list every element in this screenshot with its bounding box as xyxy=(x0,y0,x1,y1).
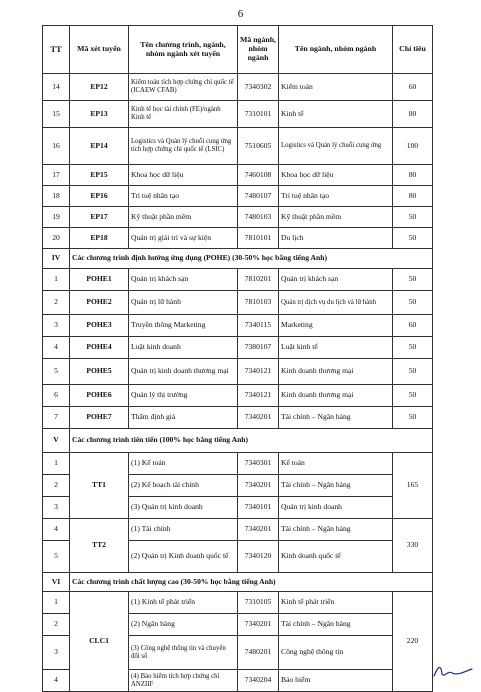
row-major-code: 7340120 xyxy=(238,541,279,573)
row-tt: 4 xyxy=(43,519,70,541)
row-major-code: 7340301 xyxy=(238,453,279,475)
group-quota: 330 xyxy=(393,519,433,573)
row-program: Quản lý thị trường xyxy=(129,385,238,407)
row-quota: 50 xyxy=(393,291,433,315)
row-major-code: 7810201 xyxy=(238,269,279,291)
row-code: POHE7 xyxy=(70,407,129,429)
table-row xyxy=(43,291,433,315)
row-program: (2) Quản trị Kinh doanh quốc tế xyxy=(129,541,238,573)
row-program: Quản trị kinh doanh thương mại xyxy=(129,359,238,385)
row-quota: 50 xyxy=(393,337,433,359)
row-tt: 1 xyxy=(43,592,70,614)
row-major-code: 7340204 xyxy=(238,670,279,692)
header-tt: TT xyxy=(43,26,70,74)
row-major: Kinh doanh quốc tế xyxy=(279,541,393,573)
row-quota: 50 xyxy=(393,359,433,385)
row-major: Quản trị kinh doanh xyxy=(279,497,393,519)
row-code: EP16 xyxy=(70,186,129,207)
section-number: VI xyxy=(43,573,70,592)
table-row xyxy=(43,519,433,541)
row-quota: 80 xyxy=(393,101,433,128)
row-quota: 50 xyxy=(393,385,433,407)
row-program: Truyền thông Marketing xyxy=(129,315,238,337)
page-number: 6 xyxy=(237,8,244,20)
row-program: Trí tuệ nhân tạo xyxy=(129,186,238,207)
row-tt: 5 xyxy=(43,359,70,385)
row-major-code: 7340302 xyxy=(238,74,279,101)
row-major-code: 7340115 xyxy=(238,315,279,337)
group-code: CLC1 xyxy=(70,592,129,692)
row-tt: 16 xyxy=(43,128,70,165)
row-program: Thẩm định giá xyxy=(129,407,238,429)
section-row xyxy=(43,573,433,592)
row-major-code: 7310101 xyxy=(238,101,279,128)
row-tt: 19 xyxy=(43,207,70,228)
row-tt: 1 xyxy=(43,453,70,475)
row-major: Tài chính – Ngân hàng xyxy=(279,475,393,497)
row-code: EP14 xyxy=(70,128,129,165)
row-major-code: 7340101 xyxy=(238,497,279,519)
table-row xyxy=(43,128,433,165)
row-major: Tài chính – Ngân hàng xyxy=(279,519,393,541)
row-quota: 50 xyxy=(393,269,433,291)
table-row xyxy=(43,407,433,429)
row-major: Marketing xyxy=(279,315,393,337)
row-code: EP18 xyxy=(70,228,129,249)
row-code: EP17 xyxy=(70,207,129,228)
row-program-suffix: (ICAEW CFAB) xyxy=(131,87,177,94)
table-row xyxy=(43,592,433,614)
table-row xyxy=(43,228,433,249)
row-major-code: 7340201 xyxy=(238,614,279,636)
row-program-text: Kiểm toán tích hợp chứng chỉ quốc tế xyxy=(131,79,234,87)
row-code: POHE5 xyxy=(70,359,129,385)
row-major-code: 7810101 xyxy=(238,228,279,249)
section-number: IV xyxy=(43,249,70,269)
row-code: EP13 xyxy=(70,101,129,128)
group-quota: 220 xyxy=(393,592,433,692)
section-row xyxy=(43,249,433,269)
row-quota: 50 xyxy=(393,207,433,228)
table-row xyxy=(43,269,433,291)
row-program: Kỹ thuật phần mềm xyxy=(129,207,238,228)
section-title: Các chương trình tiên tiến (100% học bằng tiếng Anh) xyxy=(70,429,433,453)
row-code: POHE2 xyxy=(70,291,129,315)
row-tt: 20 xyxy=(43,228,70,249)
row-quota: 60 xyxy=(393,74,433,101)
row-tt: 15 xyxy=(43,101,70,128)
table-row xyxy=(43,74,433,101)
row-major: Kinh tế xyxy=(279,101,393,128)
row-program: (1) Tài chính xyxy=(129,519,238,541)
row-tt: 4 xyxy=(43,337,70,359)
row-major-code: 7510605 xyxy=(238,128,279,165)
row-major: Kinh doanh thương mại xyxy=(279,359,393,385)
row-major: Quản trị khách sạn xyxy=(279,269,393,291)
row-program: Quản trị khách sạn xyxy=(129,269,238,291)
row-major-code: 7460108 xyxy=(238,165,279,186)
row-program: (3) Công nghệ thông tin và chuyển đổi số xyxy=(129,636,238,670)
row-major: Kiểm toán xyxy=(279,74,393,101)
row-major: Kỹ thuật phần mềm xyxy=(279,207,393,228)
admission-table xyxy=(42,25,433,692)
row-major-code: 7340201 xyxy=(238,407,279,429)
header-chi-tieu: Chỉ tiêu xyxy=(393,26,433,74)
row-tt: 5 xyxy=(43,541,70,573)
row-program: (3) Quản trị kinh doanh xyxy=(129,497,238,519)
row-program: Khoa học dữ liệu xyxy=(129,165,238,186)
row-quota: 80 xyxy=(393,186,433,207)
row-program: Luật kinh doanh xyxy=(129,337,238,359)
row-quota: 100 xyxy=(393,128,433,165)
row-major: Luật kinh tế xyxy=(279,337,393,359)
row-tt: 6 xyxy=(43,385,70,407)
row-program xyxy=(129,74,238,101)
row-major-code: 7380107 xyxy=(238,337,279,359)
group-quota: 165 xyxy=(393,453,433,519)
header-ten-chuong-trinh: Tên chương trình, ngành, nhóm ngành xét tuyển xyxy=(129,26,238,74)
header-ma-xet-tuyen: Mã xét tuyển xyxy=(70,26,129,74)
row-tt: 3 xyxy=(43,315,70,337)
row-tt: 1 xyxy=(43,269,70,291)
row-major: Du lịch xyxy=(279,228,393,249)
row-major: Kinh doanh thương mại xyxy=(279,385,393,407)
row-major: Quản trị dịch vụ du lịch và lữ hành xyxy=(279,291,393,315)
row-code: POHE6 xyxy=(70,385,129,407)
row-program: Quản trị giải trí và sự kiện xyxy=(129,228,238,249)
row-tt: 2 xyxy=(43,614,70,636)
row-code: POHE4 xyxy=(70,337,129,359)
row-code: POHE3 xyxy=(70,315,129,337)
row-major-code: 7340201 xyxy=(238,519,279,541)
table-header-row xyxy=(43,26,433,74)
row-major: Công nghệ thông tin xyxy=(279,636,393,670)
row-major-code: 7480103 xyxy=(238,207,279,228)
table-row xyxy=(43,337,433,359)
section-number: V xyxy=(43,429,70,453)
row-tt: 14 xyxy=(43,74,70,101)
row-code: EP15 xyxy=(70,165,129,186)
row-major-code: 7480201 xyxy=(238,636,279,670)
row-tt: 18 xyxy=(43,186,70,207)
row-program: (2) Kế hoạch tài chính xyxy=(129,475,238,497)
section-title: Các chương trình định hướng ứng dụng (POHE) (30-50% học bằng tiếng Anh) xyxy=(70,249,433,269)
table-row xyxy=(43,165,433,186)
header-ma-nganh: Mã ngành, nhóm ngành xyxy=(238,26,279,74)
row-code: POHE1 xyxy=(70,269,129,291)
group-code: TT2 xyxy=(70,519,129,573)
row-major: Bảo hiểm xyxy=(279,670,393,692)
signature-mark xyxy=(432,662,474,680)
table-row xyxy=(43,385,433,407)
row-tt: 3 xyxy=(43,497,70,519)
table-row xyxy=(43,359,433,385)
row-program: (1) Kinh tế phát triển xyxy=(129,592,238,614)
table-row xyxy=(43,207,433,228)
row-major-code: 7340121 xyxy=(238,359,279,385)
row-code: EP12 xyxy=(70,74,129,101)
row-tt: 7 xyxy=(43,407,70,429)
row-major: Logistics và Quản lý chuỗi cung ứng xyxy=(279,128,393,165)
section-row xyxy=(43,429,433,453)
row-major-code: 7480107 xyxy=(238,186,279,207)
row-major-code: 7340121 xyxy=(238,385,279,407)
row-major: Kế toán xyxy=(279,453,393,475)
row-major: Tài chính – Ngân hàng xyxy=(279,614,393,636)
table-row xyxy=(43,186,433,207)
row-program: Logistics và Quản lý chuỗi cung ứng tích hợp chứng chỉ quốc tế (LSIC) xyxy=(129,128,238,165)
row-tt: 4 xyxy=(43,670,70,692)
row-quota: 80 xyxy=(393,165,433,186)
row-tt: 2 xyxy=(43,291,70,315)
row-quota: 50 xyxy=(393,407,433,429)
row-major: Khoa học dữ liệu xyxy=(279,165,393,186)
row-major: Tài chính – Ngân hàng xyxy=(279,407,393,429)
row-program: (2) Ngân hàng xyxy=(129,614,238,636)
section-title: Các chương trình chất lượng cao (30-50% học bằng tiếng Anh) xyxy=(70,573,433,592)
row-program: Kinh tế học tài chính (FE)/ngành Kinh tế xyxy=(129,101,238,128)
table-row xyxy=(43,453,433,475)
row-tt: 2 xyxy=(43,475,70,497)
row-major: Kinh tế phát triển xyxy=(279,592,393,614)
table-row xyxy=(43,101,433,128)
row-quota: 50 xyxy=(393,228,433,249)
row-major-code: 7340201 xyxy=(238,475,279,497)
header-ten-nganh: Tên ngành, nhóm ngành xyxy=(279,26,393,74)
row-tt: 3 xyxy=(43,636,70,670)
row-major-code: 7310105 xyxy=(238,592,279,614)
row-major: Trí tuệ nhân tạo xyxy=(279,186,393,207)
row-major-code: 7810103 xyxy=(238,291,279,315)
row-program: Quản trị lữ hành xyxy=(129,291,238,315)
row-quota: 60 xyxy=(393,315,433,337)
group-code: TT1 xyxy=(70,453,129,519)
row-program: (1) Kế toán xyxy=(129,453,238,475)
row-program: (4) Bảo hiểm tích hợp chứng chỉ ANZIIF xyxy=(129,670,238,692)
table-row xyxy=(43,315,433,337)
row-tt: 17 xyxy=(43,165,70,186)
